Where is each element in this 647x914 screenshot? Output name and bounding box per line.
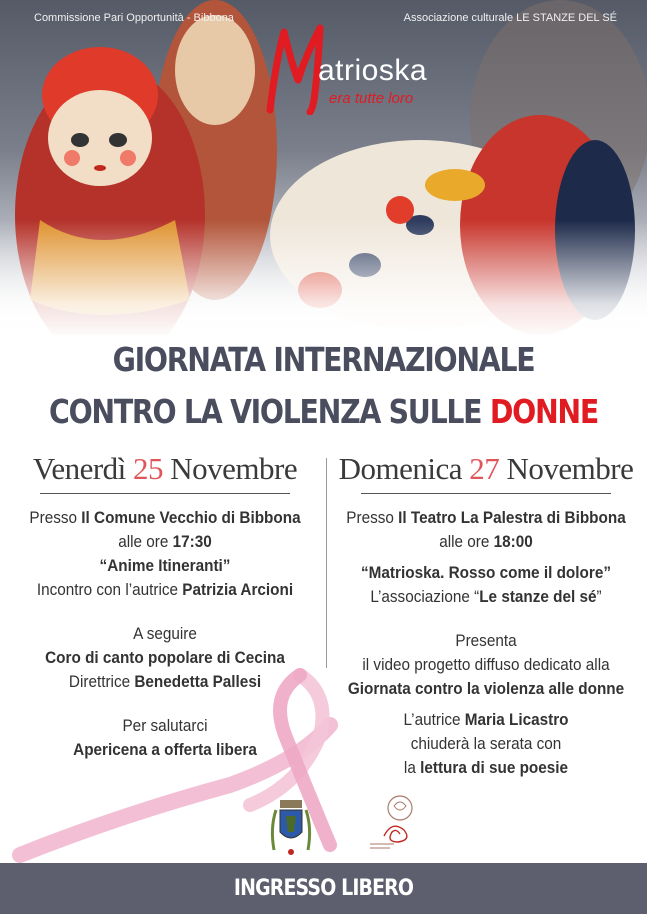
event-month: Novembre bbox=[506, 451, 634, 486]
venue-name: Il Teatro La Palestra di Bibbona bbox=[398, 508, 626, 527]
event-time: 18:00 bbox=[493, 532, 533, 551]
event-sunday bbox=[326, 450, 646, 780]
event-date bbox=[5, 450, 325, 488]
presents-label: Presenta bbox=[455, 631, 517, 650]
author-name: Maria Licastro bbox=[464, 710, 569, 729]
director-prefix: Direttrice bbox=[68, 672, 135, 691]
reading-prefix: la bbox=[403, 758, 421, 777]
venue-prefix: Presso bbox=[346, 508, 399, 527]
event-month: Novembre bbox=[170, 451, 298, 486]
headline-line2-prefix: CONTRO LA VIOLENZA SULLE bbox=[49, 392, 490, 431]
farewell-label: Per salutarci bbox=[122, 716, 208, 735]
event-date-number: 25 bbox=[133, 451, 164, 486]
logo-word: atrioska bbox=[318, 54, 428, 87]
venue-line bbox=[21, 506, 309, 530]
pari-opportunita-logo-icon bbox=[364, 792, 422, 852]
headline-line2 bbox=[45, 392, 601, 431]
event-time: 17:30 bbox=[172, 532, 212, 551]
reading-line bbox=[342, 756, 630, 780]
association-prefix: L’associazione “ bbox=[370, 587, 480, 606]
hero-fade bbox=[0, 220, 647, 335]
event-date bbox=[326, 450, 646, 488]
headline-highlight: DONNE bbox=[489, 392, 598, 431]
time-prefix: alle ore bbox=[118, 532, 173, 551]
association-name: Le stanze del sé bbox=[479, 587, 597, 606]
footer-bar bbox=[0, 863, 647, 914]
time-prefix: alle ore bbox=[439, 532, 494, 551]
venue-prefix: Presso bbox=[29, 508, 82, 527]
logo-tagline: era tutte loro bbox=[329, 90, 414, 107]
time-line bbox=[342, 530, 630, 554]
association-line bbox=[342, 585, 630, 609]
dinner-line: Apericena a offerta libera bbox=[73, 740, 257, 759]
venue-name: Il Comune Vecchio di Bibbona bbox=[81, 508, 301, 527]
event-day: Domenica bbox=[338, 451, 463, 486]
event-date-number: 27 bbox=[469, 451, 500, 486]
choir-name: Coro di canto popolare di Cecina bbox=[45, 648, 285, 667]
event-title: “Anime Itineranti” bbox=[99, 556, 231, 575]
director-name: Benedetta Pallesi bbox=[134, 672, 262, 691]
hero-photo bbox=[0, 0, 647, 335]
video-line: il video progetto diffuso dedicato alla bbox=[362, 655, 610, 674]
author-line bbox=[342, 708, 630, 732]
day-dedication-line: Giornata contro la violenza alle donne bbox=[347, 679, 625, 698]
organizer-left: Commissione Pari Opportunità - Bibbona bbox=[34, 12, 234, 24]
author-prefix: L’autrice bbox=[403, 710, 465, 729]
event-title: “Matrioska. Rosso come il dolore” bbox=[361, 563, 611, 582]
event-day: Venerdì bbox=[32, 451, 126, 486]
bibbona-crest-icon bbox=[268, 798, 314, 856]
author-name: Patrizia Arcioni bbox=[182, 580, 294, 599]
author-prefix: Incontro con l’autrice bbox=[36, 580, 183, 599]
headline-line1: GIORNATA INTERNAZIONALE bbox=[112, 340, 535, 379]
matrioska-logo bbox=[262, 20, 462, 115]
association-suffix: ” bbox=[596, 587, 602, 606]
venue-line bbox=[342, 506, 630, 530]
following-label: A seguire bbox=[133, 624, 197, 643]
closing-line: chiuderà la serata con bbox=[410, 734, 562, 753]
author-line bbox=[21, 578, 309, 602]
reading-text: lettura di sue poesie bbox=[420, 758, 569, 777]
time-line bbox=[21, 530, 309, 554]
organizer-right: Associazione culturale LE STANZE DEL SÉ bbox=[403, 12, 617, 24]
free-entry-label: INGRESSO LIBERO bbox=[233, 876, 414, 901]
